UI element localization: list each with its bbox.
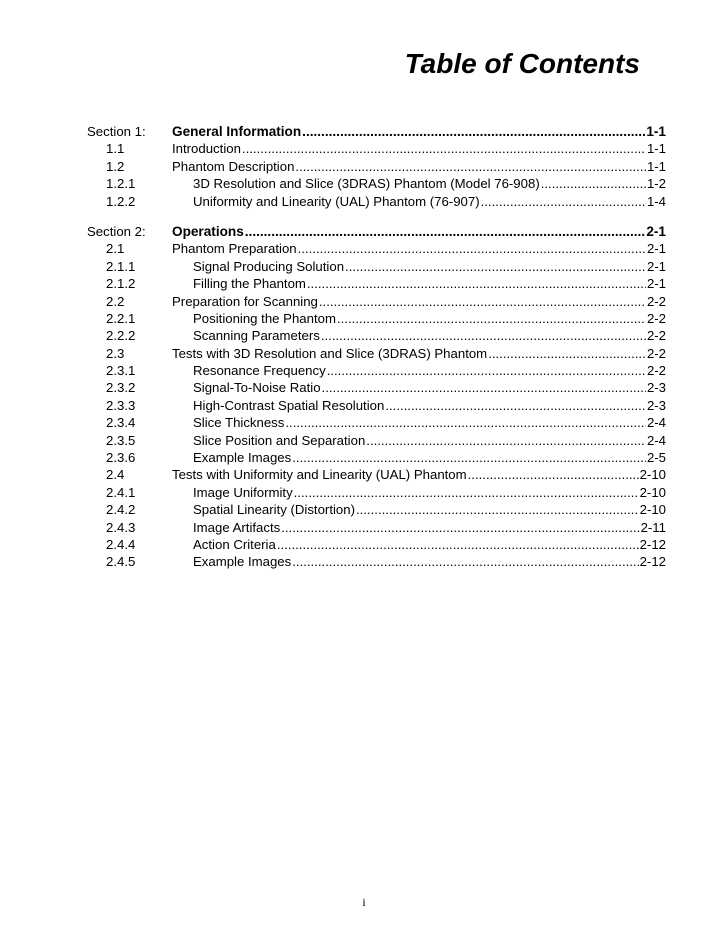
- toc-entry[interactable]: [0, 293, 728, 310]
- entry-number: 2.4.3: [106, 519, 136, 535]
- page-ref: 1-1: [646, 158, 666, 174]
- entry-number: 2.2.2: [106, 328, 136, 344]
- entry-number: 2.3.2: [106, 380, 136, 396]
- page-ref: 2-2: [646, 310, 666, 326]
- entry-title: Uniformity and Linearity (UAL) Phantom (76-907): [193, 193, 480, 209]
- entry-number: 2.3.6: [106, 450, 136, 466]
- entry-title: Example Images: [193, 554, 292, 570]
- toc-entry[interactable]: [0, 553, 728, 570]
- entry-title: Resonance Frequency: [193, 363, 326, 379]
- page-ref: 2-3: [646, 380, 666, 396]
- toc-entry[interactable]: [0, 345, 728, 362]
- dot-leader: [292, 553, 638, 570]
- page-ref: 1-1: [646, 124, 666, 139]
- entry-number: 2.4.4: [106, 536, 136, 552]
- entry-title: Tests with 3D Resolution and Slice (3DRAS) Phantom: [172, 345, 488, 361]
- section-number: Section 1:: [87, 124, 146, 139]
- dot-leader: [327, 362, 646, 379]
- entry-title: Introduction: [172, 141, 241, 157]
- entry-number: 2.1: [106, 241, 125, 257]
- page-ref: 2-1: [646, 276, 666, 292]
- page-ref: 2-10: [639, 484, 666, 500]
- toc-entry[interactable]: [0, 362, 728, 379]
- toc-entry[interactable]: [0, 327, 728, 344]
- entry-title: Phantom Preparation: [172, 241, 297, 257]
- toc-entry[interactable]: [0, 140, 728, 157]
- dot-leader: [245, 223, 646, 240]
- dot-leader: [385, 397, 646, 414]
- toc-entry[interactable]: [0, 240, 728, 257]
- dot-leader: [294, 484, 639, 501]
- dot-leader: [285, 414, 646, 431]
- entry-title: Example Images: [193, 450, 292, 466]
- dot-leader: [281, 519, 639, 536]
- page-ref: 1-4: [646, 193, 666, 209]
- page-ref: 2-4: [646, 432, 666, 448]
- entry-title: Phantom Description: [172, 158, 295, 174]
- entry-number: 1.1: [106, 141, 125, 157]
- section-title: General Information: [172, 124, 302, 139]
- toc-entry[interactable]: [0, 449, 728, 466]
- page-ref: 2-1: [646, 258, 666, 274]
- dot-leader: [302, 123, 645, 140]
- dot-leader: [277, 536, 639, 553]
- toc-entry[interactable]: [0, 432, 728, 449]
- toc-entry[interactable]: [0, 397, 728, 414]
- toc-entry[interactable]: [0, 175, 728, 192]
- page-ref: 2-12: [639, 554, 666, 570]
- entry-title: Image Uniformity: [193, 484, 293, 500]
- entry-number: 2.3.5: [106, 432, 136, 448]
- page-ref: 2-2: [646, 293, 666, 309]
- entry-title: Filling the Phantom: [193, 276, 306, 292]
- toc-entry[interactable]: [0, 275, 728, 292]
- entry-number: 2.3.1: [106, 363, 136, 379]
- entry-number: 2.1.2: [106, 276, 136, 292]
- entry-title: Tests with Uniformity and Linearity (UAL) Phantom: [172, 467, 467, 483]
- entry-number: 2.4: [106, 467, 125, 483]
- entry-number: 2.2.1: [106, 310, 136, 326]
- page-number-footer: i: [362, 895, 366, 909]
- entry-title: Scanning Parameters: [193, 328, 320, 344]
- toc-section-heading[interactable]: [0, 123, 728, 140]
- page-ref: 2-4: [646, 415, 666, 431]
- page-ref: 2-2: [646, 345, 666, 361]
- toc-entry[interactable]: [0, 379, 728, 396]
- entry-title: Image Artifacts: [193, 519, 281, 535]
- entry-number: 2.3.4: [106, 415, 136, 431]
- toc-entry[interactable]: [0, 466, 728, 483]
- entry-title: Slice Position and Separation: [193, 432, 366, 448]
- toc-entry[interactable]: [0, 258, 728, 275]
- section-number: Section 2:: [87, 223, 146, 239]
- dot-leader: [356, 501, 639, 518]
- toc-entry[interactable]: [0, 158, 728, 175]
- toc-entry[interactable]: [0, 484, 728, 501]
- entry-title: 3D Resolution and Slice (3DRAS) Phantom (Model 76-908): [193, 176, 540, 192]
- toc-section-heading[interactable]: [0, 223, 728, 240]
- page-ref: 1-2: [646, 176, 666, 192]
- dot-leader: [321, 327, 646, 344]
- entry-number: 2.4.2: [106, 502, 136, 518]
- toc-entry[interactable]: [0, 193, 728, 210]
- toc-section-1: [0, 123, 728, 210]
- page-ref: 2-2: [646, 328, 666, 344]
- page-ref: 2-1: [646, 241, 666, 257]
- entry-title: Positioning the Phantom: [193, 310, 336, 326]
- entry-title: High-Contrast Spatial Resolution: [193, 397, 385, 413]
- entry-number: 2.3: [106, 345, 125, 361]
- page-title: Table of Contents: [404, 48, 640, 79]
- table-of-contents: [0, 123, 728, 584]
- entry-title: Preparation for Scanning: [172, 293, 318, 309]
- page-ref: 2-10: [639, 502, 666, 518]
- entry-title: Action Criteria: [193, 536, 276, 552]
- entry-title: Spatial Linearity (Distortion): [193, 502, 355, 518]
- page-ref: 2-10: [639, 467, 666, 483]
- page-ref: 2-1: [646, 223, 666, 239]
- entry-title: Slice Thickness: [193, 415, 285, 431]
- dot-leader: [292, 449, 646, 466]
- dot-leader: [322, 379, 646, 396]
- page-ref: 2-3: [646, 397, 666, 413]
- toc-entry[interactable]: [0, 519, 728, 536]
- page-ref: 1-1: [646, 141, 666, 157]
- dot-leader: [319, 293, 646, 310]
- page-ref: 2-11: [640, 519, 666, 535]
- section-title: Operations: [172, 223, 244, 239]
- page-ref: 2-5: [646, 450, 666, 466]
- dot-leader: [345, 258, 646, 275]
- entry-title: Signal Producing Solution: [193, 258, 345, 274]
- entry-number: 2.4.5: [106, 554, 136, 570]
- toc-entry[interactable]: [0, 414, 728, 431]
- toc-entry[interactable]: [0, 536, 728, 553]
- dot-leader: [366, 432, 646, 449]
- toc-entry[interactable]: [0, 501, 728, 518]
- page-ref: 2-12: [639, 536, 666, 552]
- dot-leader: [242, 140, 646, 157]
- entry-number: 2.4.1: [106, 484, 136, 500]
- dot-leader: [541, 175, 646, 192]
- dot-leader: [298, 240, 646, 257]
- dot-leader: [488, 345, 646, 362]
- dot-leader: [468, 466, 639, 483]
- entry-number: 1.2.2: [106, 193, 136, 209]
- entry-number: 2.3.3: [106, 397, 136, 413]
- toc-section-2: [0, 223, 728, 571]
- entry-number: 2.2: [106, 293, 125, 309]
- toc-entry[interactable]: [0, 310, 728, 327]
- entry-number: 1.2: [106, 158, 125, 174]
- entry-number: 2.1.1: [106, 258, 136, 274]
- dot-leader: [307, 275, 646, 292]
- entry-title: Signal-To-Noise Ratio: [193, 380, 321, 396]
- dot-leader: [295, 158, 646, 175]
- entry-number: 1.2.1: [106, 176, 136, 192]
- dot-leader: [481, 193, 646, 210]
- dot-leader: [337, 310, 646, 327]
- page-ref: 2-2: [646, 363, 666, 379]
